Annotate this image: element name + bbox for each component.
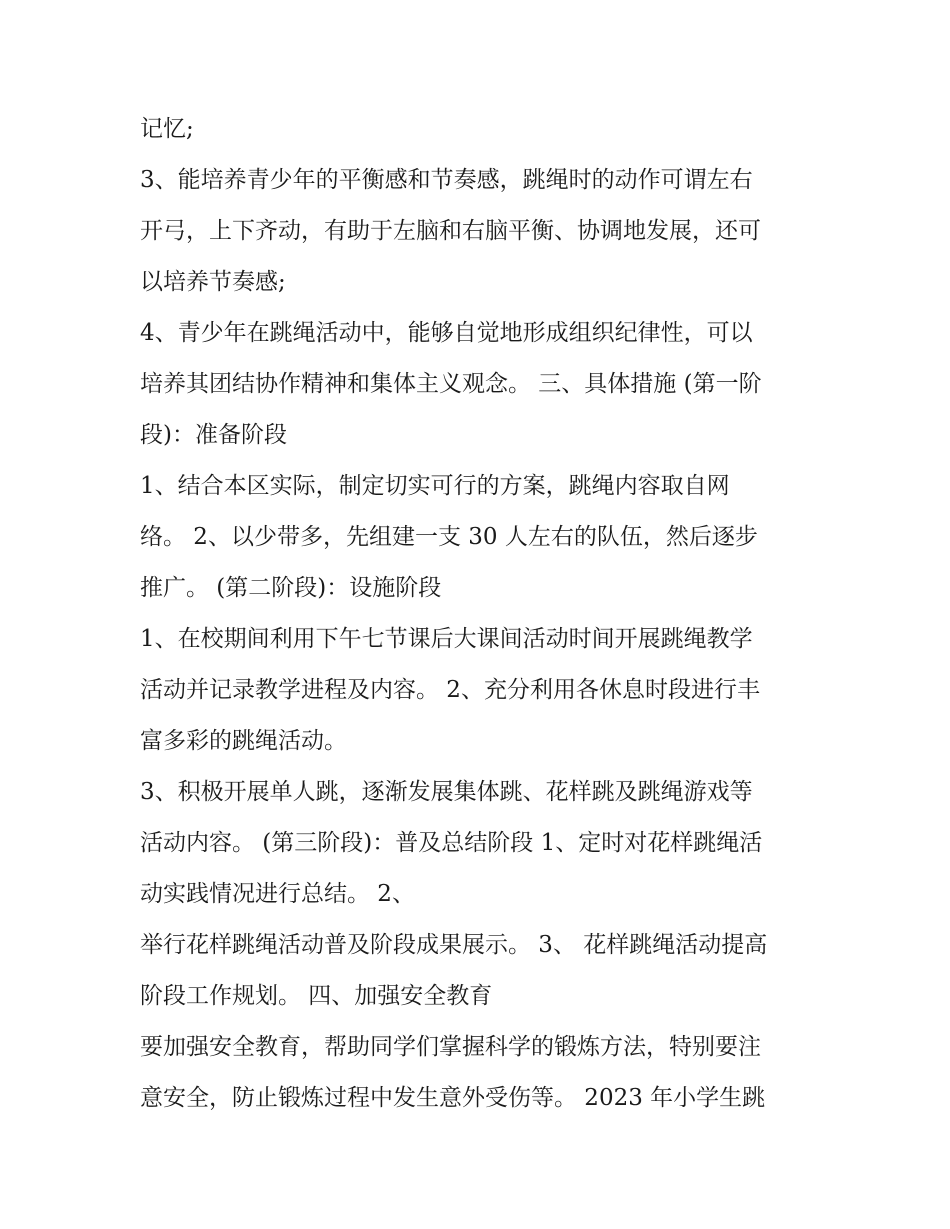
- text-line: 1、结合本区实际，制定切实可行的方案，跳绳内容取自网: [140, 473, 730, 499]
- text-line: 活动并记录教学进程及内容。 2、充分利用各休息时段进行丰: [140, 677, 760, 703]
- text-line: 培养其团结协作精神和集体主义观念。 三、具体措施 (第一阶: [140, 371, 762, 397]
- text-line: 活动内容。 (第三阶段)：普及总结阶段 1、定时对花样跳绳活: [140, 830, 763, 856]
- text-line: 以培养节奏感;: [140, 269, 286, 295]
- text-line: 意安全，防止锻炼过程中发生意外受伤等。 2023 年小学生跳: [140, 1085, 766, 1111]
- text-line: 4、青少年在跳绳活动中，能够自觉地形成组织纪律性，可以: [140, 320, 753, 346]
- text-line: 动实践情况进行总结。 2、: [140, 881, 415, 907]
- text-line: 举行花样跳绳活动普及阶段成果展示。 3、 花样跳绳活动提高: [140, 932, 768, 958]
- text-line: 3、能培养青少年的平衡感和节奏感，跳绳时的动作可谓左右: [140, 167, 753, 193]
- text-line: 富多彩的跳绳活动。: [140, 728, 347, 754]
- text-line: 记忆;: [140, 116, 194, 142]
- text-line: 开弓，上下齐动，有助于左脑和右脑平衡、协调地发展，还可: [140, 218, 761, 244]
- text-line: 段)：准备阶段: [140, 422, 287, 448]
- text-line: 3、积极开展单人跳，逐渐发展集体跳、花样跳及跳绳游戏等: [140, 779, 753, 805]
- text-line: 1、在校期间利用下午七节课后大课间活动时间开展跳绳教学: [140, 626, 753, 652]
- document-body: [140, 108, 830, 1128]
- text-line: 要加强安全教育，帮助同学们掌握科学的锻炼方法，特别要注: [140, 1034, 761, 1060]
- text-line: 络。 2、以少带多，先组建一支 30 人左右的队伍，然后逐步: [140, 524, 758, 550]
- text-line: 推广。 (第二阶段)：设施阶段: [140, 575, 442, 601]
- text-line: 阶段工作规划。 四、加强安全教育: [140, 983, 493, 1009]
